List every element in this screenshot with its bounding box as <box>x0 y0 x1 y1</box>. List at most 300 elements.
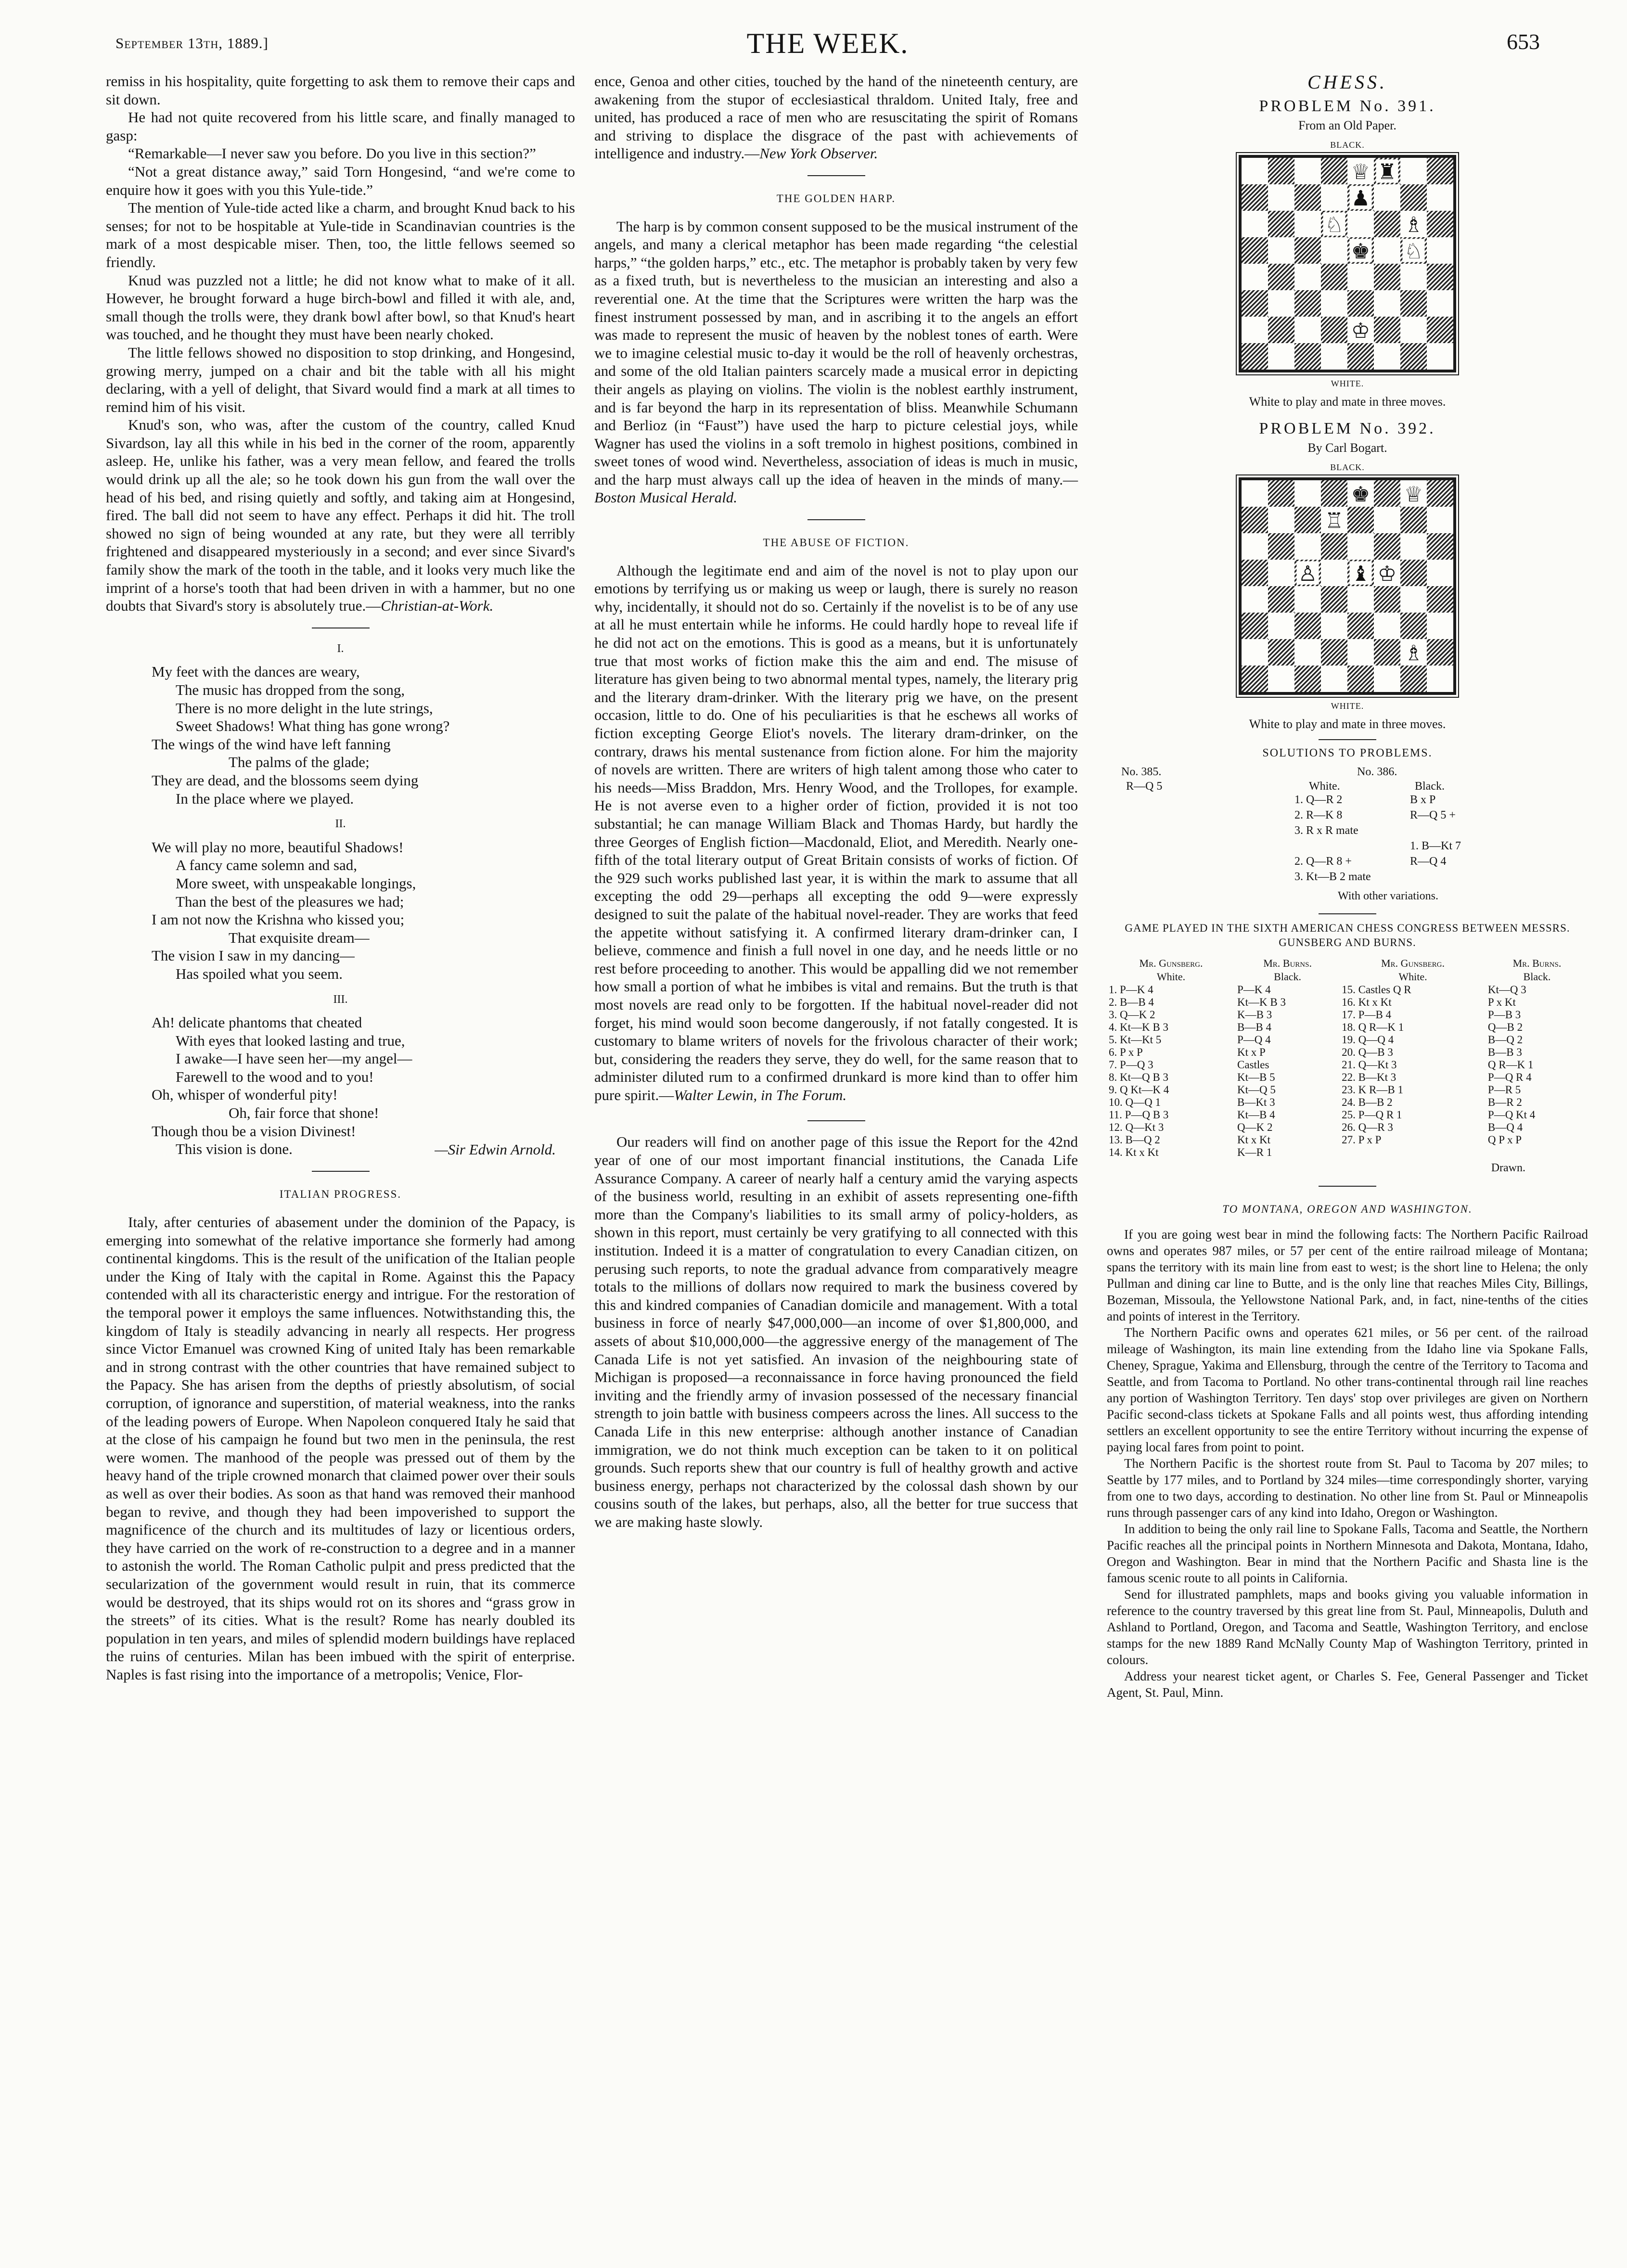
board-square <box>1400 613 1427 639</box>
paragraph: “Not a great distance away,” said Torn Hongesind, “and we're come to enquire how it goes with you this Yule-tide.” <box>106 163 575 198</box>
board-square <box>1347 586 1374 613</box>
board-square <box>1294 158 1321 184</box>
solution-black-move: 1. B—Kt 7 <box>1410 840 1461 852</box>
board-label-white: WHITE. <box>1331 379 1364 388</box>
game-move-cell: 12. Q—Kt 3 <box>1109 1121 1164 1133</box>
solution-black-move: R—Q 4 <box>1410 855 1447 868</box>
game-move-cell: 23. K R—B 1 <box>1342 1084 1403 1096</box>
problem-caption: White to play and mate in three moves. <box>1249 395 1446 409</box>
board-square <box>1268 237 1294 264</box>
board-square <box>1347 343 1374 370</box>
board-square <box>1400 507 1427 533</box>
board-square <box>1374 666 1400 692</box>
board-square <box>1347 264 1374 290</box>
board-square <box>1294 639 1321 666</box>
game-move-cell: 26. Q—R 3 <box>1342 1121 1393 1133</box>
board-square <box>1400 158 1427 184</box>
board-square <box>1268 480 1294 507</box>
attribution: New York Observer. <box>759 145 878 162</box>
poem-line: The music has dropped from the song, <box>176 681 405 698</box>
poem-line: More sweet, with unspeakable longings, <box>176 874 416 892</box>
board-square <box>1374 184 1400 211</box>
game-move-cell: B—Q 2 <box>1487 1034 1523 1046</box>
solution-note: With other variations. <box>1338 890 1438 902</box>
divider <box>807 1120 865 1121</box>
solution-white-move: 2. R—K 8 <box>1294 809 1343 821</box>
column-left <box>106 72 575 1683</box>
game-move-row <box>1107 1034 1588 1046</box>
board-square <box>1374 533 1400 560</box>
game-move-row <box>1107 1021 1588 1034</box>
poem-line: The palms of the glade; <box>229 754 370 771</box>
game-move-cell: Q P x P <box>1487 1134 1522 1146</box>
board-square <box>1427 317 1453 343</box>
game-result: Drawn. <box>1491 1162 1525 1174</box>
board-square <box>1321 343 1347 370</box>
board-square <box>1294 480 1321 507</box>
journal-title: THE WEEK. <box>746 27 909 59</box>
poem-line: I awake—I have seen her—my angel— <box>176 1050 412 1067</box>
game-move-row <box>1107 1059 1588 1071</box>
board-square <box>1374 639 1400 666</box>
game-move-cell: K—R 1 <box>1237 1146 1272 1158</box>
game-move-cell: 27. P x P <box>1342 1134 1382 1146</box>
board-square <box>1400 560 1427 586</box>
game-move-row <box>1107 1046 1588 1059</box>
white-bishop-icon <box>1404 641 1423 666</box>
board-square <box>1400 586 1427 613</box>
board-square <box>1242 639 1268 666</box>
board-square <box>1268 158 1294 184</box>
section-title: THE GOLDEN HARP. <box>776 192 896 205</box>
poem-line: That exquisite dream— <box>229 929 370 946</box>
paragraph: If you are going west bear in mind the following facts: The Northern Pacific Railroad owns and operates 987 miles, or 57 per cent of the entire railroad mileage of Montana; spans the territory with its main line from east to west; is the short line to Helena; the only Pullman and dining car line to Butte, and is the only line that reaches Miles City, Billings, Bozeman, Missoula, the Yellowstone National Park, and, in fact, nine-tenths of the cities and points of interest in the Territory. <box>1107 1227 1588 1323</box>
board-square <box>1321 237 1347 264</box>
board-square <box>1427 184 1453 211</box>
solution-heading: No. 386. <box>1357 766 1397 778</box>
paragraph <box>594 218 1078 507</box>
game-player-header: Mr. Gunsberg. <box>1139 957 1203 969</box>
game-move-cell: 7. P—Q 3 <box>1109 1059 1153 1071</box>
board-square <box>1374 343 1400 370</box>
board-square <box>1294 290 1321 317</box>
poem-line: Oh, whisper of wonderful pity! <box>152 1086 338 1103</box>
paragraph: He had not quite recovered from his little scare, and finally managed to gasp: <box>106 109 575 144</box>
black-pawn-icon <box>1351 186 1370 211</box>
board-square <box>1427 237 1453 264</box>
board-square <box>1374 237 1400 264</box>
poem-line: A fancy came solemn and sad, <box>176 857 358 874</box>
game-side-header: Black. <box>1274 971 1301 983</box>
poem-stanza <box>152 838 561 983</box>
board-square <box>1268 290 1294 317</box>
game-move-cell: 3. Q—K 2 <box>1109 1009 1155 1021</box>
paragraph: The mention of Yule-tide acted like a charm, and brought Knud back to his senses; for not to be hospitable at Yule-tide in Scandinavian countries is the mark of a most despicable miser. Then, too, the little fellows seemed so friendly. <box>106 199 575 270</box>
problem-source: By Carl Bogart. <box>1307 441 1387 455</box>
solution-col-black: Black. <box>1415 780 1445 793</box>
board-square <box>1294 533 1321 560</box>
board-square <box>1294 237 1321 264</box>
game-move-cell: B—Kt 3 <box>1237 1096 1275 1108</box>
board-square <box>1427 264 1453 290</box>
section-title: THE ABUSE OF FICTION. <box>763 537 910 549</box>
white-knight-icon <box>1404 239 1423 264</box>
column-right <box>1107 72 1588 1701</box>
black-bishop-icon <box>1351 562 1370 586</box>
poem-line: With eyes that looked lasting and true, <box>176 1032 405 1049</box>
board-square <box>1268 317 1294 343</box>
game-move-cell: P—R 5 <box>1487 1084 1521 1096</box>
board-square <box>1242 343 1268 370</box>
board-square <box>1321 666 1347 692</box>
poem-section-number: I. <box>337 642 344 655</box>
board-square <box>1374 480 1400 507</box>
game-move-cell: 19. Q—Q 4 <box>1342 1034 1394 1046</box>
board-square <box>1321 290 1347 317</box>
game-move-cell: 15. Castles Q R <box>1342 984 1411 996</box>
board-square <box>1242 666 1268 692</box>
divider <box>807 519 865 520</box>
board-square <box>1427 343 1453 370</box>
solutions-title: SOLUTIONS TO PROBLEMS. <box>1262 747 1433 759</box>
poem-stanza <box>152 1013 561 1158</box>
board-square <box>1427 586 1453 613</box>
game-move-cell: 1. P—K 4 <box>1109 984 1153 996</box>
problem-caption: White to play and mate in three moves. <box>1249 717 1446 731</box>
game-move-cell: 21. Q—Kt 3 <box>1342 1059 1397 1071</box>
board-square <box>1427 639 1453 666</box>
paragraph: Send for illustrated pamphlets, maps and books giving you valuable information in reference to the country traversed by this great line from St. Paul, Minneapolis, Duluth and Ashland to Portland, Oregon, and Tacoma and Seattle, Washington Territory, and enclose stamps for the new 1889 Rand McNally County Map of Washington Territory, printed in colours. <box>1107 1587 1588 1667</box>
paragraph: Knud was puzzled not a little; he did not know what to make of it all. However, he brought forward a huge birch-bowl and filled it with ale, and, small though the trolls were, they drank bowl after bowl, so that Knud's heart was touched, and he thought they must have been nearly choked. <box>106 271 575 343</box>
board-square <box>1427 560 1453 586</box>
board-square <box>1268 560 1294 586</box>
poem-line: Than the best of the pleasures we had; <box>176 893 404 910</box>
game-move-cell: 20. Q—B 3 <box>1342 1046 1393 1058</box>
board-square <box>1294 264 1321 290</box>
board-square <box>1268 184 1294 211</box>
board-square <box>1242 317 1268 343</box>
board-square <box>1268 343 1294 370</box>
solution-black-move: R—Q 5 + <box>1410 809 1456 821</box>
game-move-cell: Kt—Q 3 <box>1487 984 1526 996</box>
game-title: GAME PLAYED IN THE SIXTH AMERICAN CHESS CONGRESS BETWEEN MESSRS. GUNSBERG AND BURNS. <box>1125 922 1570 948</box>
game-move-cell: 17. P—B 4 <box>1342 1009 1392 1021</box>
poem-section-number: II. <box>335 818 346 831</box>
paragraph: “Remarkable—I never saw you before. Do you live in this section?” <box>128 145 536 162</box>
divider <box>312 1171 370 1172</box>
board-square <box>1400 343 1427 370</box>
board-square <box>1347 639 1374 666</box>
board-square <box>1427 507 1453 533</box>
game-move-cell: 16. Kt x Kt <box>1342 996 1392 1008</box>
poem-stanza <box>152 663 561 807</box>
game-move-row <box>1107 996 1588 1009</box>
divider <box>807 175 865 176</box>
poem-signature: —Sir Edwin Arnold. <box>435 1140 556 1158</box>
white-queen-icon <box>1404 482 1423 507</box>
board-square <box>1400 264 1427 290</box>
black-king-icon <box>1351 482 1370 507</box>
game-move-row <box>1107 1084 1588 1096</box>
game-move-cell: 13. B—Q 2 <box>1109 1134 1160 1146</box>
board-square <box>1321 264 1347 290</box>
paragraph <box>106 416 575 615</box>
board-square <box>1427 211 1453 237</box>
board-square <box>1400 290 1427 317</box>
paragraph-text: ence, Genoa and other cities, touched by the hand of the nineteenth century, are awakening from the stupor of ecclesiastical thraldom. United Italy, free and united, has produced a race of men who are resuscitating the spirit of Romans and striving to displace the disgrace of the past with achievements of intelligence and industry.— <box>594 73 1078 162</box>
poem-line: The vision I saw in my dancing— <box>152 947 355 964</box>
board-square <box>1242 507 1268 533</box>
poem-line: This vision is done. <box>176 1140 293 1158</box>
solutions-block <box>1107 765 1588 910</box>
game-move-cell: Kt—B 5 <box>1237 1071 1275 1083</box>
board-square <box>1347 533 1374 560</box>
game-move-cell: 14. Kt x Kt <box>1109 1146 1159 1158</box>
board-square <box>1400 317 1427 343</box>
poem-line: They are dead, and the blossoms seem dying <box>152 771 419 789</box>
board-square <box>1321 158 1347 184</box>
game-move-cell: 22. B—Kt 3 <box>1342 1071 1396 1083</box>
game-move-row <box>1107 1096 1588 1109</box>
poem-line: Has spoiled what you seem. <box>176 965 343 982</box>
board-square <box>1374 586 1400 613</box>
game-move-cell: 18. Q R—K 1 <box>1342 1021 1404 1033</box>
game-move-cell: 8. Kt—Q B 3 <box>1109 1071 1168 1083</box>
game-move-row <box>1107 1121 1588 1134</box>
board-square <box>1242 533 1268 560</box>
board-square <box>1321 317 1347 343</box>
poem-line: I am not now the Krishna who kissed you; <box>152 911 405 928</box>
solution-white-move: 3. R x R mate <box>1294 824 1358 837</box>
section-title: ITALIAN PROGRESS. <box>279 1188 402 1201</box>
game-move-cell: B—Q 4 <box>1487 1121 1523 1133</box>
black-king-icon <box>1351 239 1370 264</box>
game-move-cell: 11. P—Q B 3 <box>1109 1109 1169 1121</box>
game-move-cell: B—R 2 <box>1487 1096 1522 1108</box>
poem-line: My feet with the dances are weary, <box>152 663 360 680</box>
paragraph: The Northern Pacific owns and operates 621 miles, or 56 per cent. of the railroad mileage of Washington, its main line extending from the Idaho line via Spokane Falls, Cheney, Sprague, Yakima and Ellensburg, through the centre of the Territory to Tacoma and Seattle, and from Tacoma to Portland. No other trans-continental through rail line reaches any portion of Washington Territory. Ten days' stop over privileges are given on Northern Pacific second-class tickets at Spokane Falls and all points west, thus affording intending settlers an excellent opportunity to see the entire Territory without incurring the expense of paying local fares from point to point. <box>1107 1325 1588 1454</box>
paragraph: Italy, after centuries of abasement under the dominion of the Papacy, is emerging into somewhat of the relative importance she formerly had among continental kingdoms. This is the result of the unification of the Italian people under the King of Italy with the capital in Rome. Against this the Papacy contended with all its characteristic energy and intrigue. For the restoration of the temporal power it employs the same influences. Notwithstanding this, the kingdom of Italy is steadily advancing in nearly all respects. Her progress since Victor Emanuel was crowned King of united Italy has been remarkable and in strong contrast with the other countries that have remained subject to the Papacy. She has arisen from the depths of priestly absolutism, of social corruption, of ignorance and superstition, of material weakness, into the ranks of the leading powers of Europe. When Napoleon conquered Italy he said that at the close of his campaign he found but two men in the peninsula, the rest were women. The manhood of the people was pressed out of them by the heavy hand of the triple crowned monarch that claimed power over their souls as well as over their bodies. As soon as that hand was removed their manhood began to revive, and though they had been impoverished to support the magnificence of the church and its multitudes of lazy or licentious orders, they have carried on the work of re-construction to a degree and in a manner to astonish the world. The Roman Catholic pulpit and press predicted that the secularization of the government would result in ruin, that its commerce would be destroyed, that its ships would rot on its shores and “grass grow in the streets” of its cities. What is the result? Rome has nearly doubled its population in ten years, and miles of splendid modern buildings have replaced the ruins of centuries. Milan has been imbued with the spirit of enterprise. Naples is fast rising into the importance of a metropolis; Venice, Flor- <box>106 1214 575 1683</box>
poem-line: We will play no more, beautiful Shadows! <box>152 838 404 856</box>
problem-source: From an Old Paper. <box>1298 118 1396 132</box>
game-move-cell: 24. B—B 2 <box>1342 1096 1393 1108</box>
poem-line: Though thou be a vision Divinest! <box>152 1122 356 1140</box>
board-square <box>1268 507 1294 533</box>
board-square <box>1268 639 1294 666</box>
board-square <box>1374 211 1400 237</box>
board-square <box>1321 533 1347 560</box>
game-move-row <box>1107 1109 1588 1121</box>
game-move-cell: 4. Kt—K B 3 <box>1109 1021 1168 1033</box>
poem-line: There is no more delight in the lute strings, <box>176 699 433 717</box>
paragraph: Our readers will find on another page of this issue the Report for the 42nd year of one of our most important financial institutions, the Canada Life Assurance Company. A career of nearly half a century amid the varying aspects of the business world, resulting in an exhibit of assets representing one-fifth more than the Company's liabilities to its small army of policy-holders, as shown in this report, must certainly be very gratifying to all connected with this institution. Indeed it is a matter of congratulation to every Canadian citizen, on perusing such reports, to note the gradual advance from comparatively meagre totals to the millions of dollars now required to mark the business covered by this and kindred companies of Canadian domicile and management. With a total business in force of nearly $47,000,000—an income of over $1,800,000, and assets of about $10,000,000—the aggressive energy of the management of The Canada Life is not yet satisfied. An invasion of the neighbouring state of Michigan is proposed—a reconnaissance in force having pronounced the field inviting and the friendly army of invasion possessed of the necessary financial strength to join battle with business compeers across the lines. All success to the Canada Life in this new enterprise: although another instance of Canadian immigration, we do not think much exception can be taken to it on political grounds. Such reports shew that our country is full of healthy growth and active business energy, perhaps not characterized by the colossal dash shown by our cousins south of the lakes, but perhaps, also, all the better for true success that we are making haste slowly. <box>594 1133 1078 1530</box>
poem-line: In the place where we played. <box>176 790 354 807</box>
board-square <box>1321 480 1347 507</box>
attribution: Walter Lewin, in The Forum. <box>674 1086 847 1103</box>
solution-white-move: 1. Q—R 2 <box>1294 794 1343 806</box>
board-square <box>1427 480 1453 507</box>
board-square <box>1347 666 1374 692</box>
board-square <box>1294 613 1321 639</box>
board-square <box>1321 184 1347 211</box>
paragraph-text: Knud's son, who was, after the custom of the country, called Knud Sivardson, lay all this while in his bed in the corner of the room, apparently asleep. He, unlike his father, was a very mean fellow, and feared the trolls would drink up all the ale; so he took down his gun from the wall over the head of his bed, and rising quietly and softly, and taking aim at Hongesind, fired. The ball did not seem to have any effect. Perhaps it did hit. The troll showed no sign of being wounded at any rate, but they were all terribly frightened and disappeared mysteriously in a second; and ever since Sivard's family show the mark of the tooth in the table, and it looks very much like the imprint of a horse's tooth that had been driven in with a hammer, but no one doubts that Sivard's story is absolutely true.— <box>106 416 575 615</box>
solution-black-move: B x P <box>1410 794 1436 806</box>
board-square <box>1268 613 1294 639</box>
paragraph-text: The harp is by common consent supposed to be the musical instrument of the angels, and many a clerical metaphor has been made regarding “the celestial harps,” “the golden harps,” etc., etc. The metaphor is probably taken by very few as a fixed truth, but is nevertheless to the musician an interesting and also a reverential one. At the time that the Scriptures were written the harp was the finest instrument possessed by man, and in ascribing it to the angels an effort was made to represent the music of heaven by the noblest tones of earth. Were we to imagine celestial music to-day it would be the roll of heavenly orchestras, and some of the old Italian painters scarcely made a musical error in depicting their angels as playing on violins. The violin is the noblest earthly instrument, and is far beyond the harp in its representation of bliss. Meanwhile Schumann and Berlioz (in “Faust”) have used the harp to picture celestial joys, while Wagner has used the violins in a soft tremolo in highest positions, combined in sweet tones of wood wind. Nevertheless, association of ideas is much in music, and the harp must always call up the idea of heaven in the minds of many.— <box>594 218 1078 488</box>
game-side-header: Black. <box>1523 971 1551 983</box>
board-square <box>1427 290 1453 317</box>
board-square <box>1374 507 1400 533</box>
poem-line: Ah! delicate phantoms that cheated <box>152 1014 362 1031</box>
game-move-cell: 10. Q—Q 1 <box>1109 1096 1161 1108</box>
paragraph: The little fellows showed no disposition to stop drinking, and Hongesind, growing merry, jumped on a chair and bit the table with all his might declaring, with a yell of delight, that Sivard would find a mark at all times to remind him of his visit. <box>106 344 575 415</box>
game-move-cell: 2. B—B 4 <box>1109 996 1154 1008</box>
poem-line: Oh, fair force that shone! <box>229 1104 379 1122</box>
game-move-cell: 5. Kt—Kt 5 <box>1109 1034 1162 1046</box>
game-move-row <box>1107 1071 1588 1084</box>
game-move-cell: Kt x P <box>1237 1046 1266 1058</box>
board-square <box>1400 533 1427 560</box>
board-square <box>1294 317 1321 343</box>
board-square <box>1427 666 1453 692</box>
game-move-row <box>1107 1146 1588 1159</box>
board-square <box>1427 158 1453 184</box>
game-move-cell: P—Q Kt 4 <box>1487 1109 1536 1121</box>
paragraph: In addition to being the only rail line to Spokane Falls, Tacoma and Seattle, the Northern Pacific reaches all the principal points in Northern Minnesota and Dakota, Montana, Idaho, Oregon and Washington. Bear in mind that the Northern Pacific and Shasta line is the famous scenic route to all points in California. <box>1107 1522 1588 1585</box>
board-square <box>1427 533 1453 560</box>
game-player-header: Mr. Burns. <box>1512 957 1562 969</box>
white-pawn-icon <box>1298 562 1317 586</box>
page-header <box>115 23 1540 57</box>
game-move-cell: 6. P x P <box>1109 1046 1143 1058</box>
white-king-icon <box>1351 319 1370 343</box>
board-square <box>1347 507 1374 533</box>
board-square <box>1374 290 1400 317</box>
board-square <box>1427 613 1453 639</box>
white-bishop-icon <box>1404 213 1423 237</box>
board-square <box>1400 184 1427 211</box>
attribution: Christian-at-Work. <box>381 597 494 615</box>
game-move-cell: B—B 3 <box>1487 1046 1522 1058</box>
poem-line: Sweet Shadows! What thing has gone wrong? <box>176 718 450 735</box>
solution-heading: No. 385. <box>1121 766 1162 778</box>
poem-line: Farewell to the wood and to you! <box>176 1068 374 1085</box>
board-square <box>1294 343 1321 370</box>
solution-white-move: 2. Q—R 8 + <box>1294 855 1352 868</box>
board-square <box>1321 560 1347 586</box>
board-square <box>1242 211 1268 237</box>
board-square <box>1347 290 1374 317</box>
game-move-cell: Kt—K B 3 <box>1237 996 1286 1008</box>
board-square <box>1347 211 1374 237</box>
board-square <box>1321 613 1347 639</box>
divider <box>1319 1186 1376 1187</box>
board-square <box>1321 586 1347 613</box>
divider <box>1319 739 1376 740</box>
board-square <box>1294 666 1321 692</box>
paragraph: The Northern Pacific is the shortest route from St. Paul to Tacoma by 207 miles; to Seattle by 177 miles, and to Portland by 324 miles—time correspondingly shorter, varying from one to two days, according to destination. No other line from St. Paul or Minneapolis runs through passenger cars of any kind into Idaho, Oregon or Washington. <box>1107 1456 1588 1520</box>
game-move-cell: B—B 4 <box>1237 1021 1271 1033</box>
column-middle <box>594 72 1078 1531</box>
game-move-cell: 9. Q Kt—K 4 <box>1109 1084 1169 1096</box>
game-move-row <box>1107 984 1588 996</box>
game-move-cell <box>1486 1146 1588 1159</box>
game-side-header: White. <box>1156 971 1186 983</box>
board-square <box>1374 317 1400 343</box>
board-square <box>1268 211 1294 237</box>
solution-white-move: 3. Kt—B 2 mate <box>1294 871 1371 883</box>
game-move-row <box>1107 1134 1588 1146</box>
board-square <box>1242 480 1268 507</box>
game-move-cell: Kt—Q 5 <box>1237 1084 1276 1096</box>
board-square <box>1374 613 1400 639</box>
game-moves-table <box>1107 957 1588 1159</box>
game-move-cell: Q—K 2 <box>1237 1121 1273 1133</box>
board-square <box>1268 666 1294 692</box>
game-move-cell: P—B 3 <box>1487 1009 1521 1021</box>
solution-move: R—Q 5 <box>1126 780 1163 793</box>
game-move-cell: 25. P—Q R 1 <box>1342 1109 1402 1121</box>
chess-board <box>1239 155 1456 372</box>
board-label-white: WHITE. <box>1331 701 1364 711</box>
poem-section-number: III. <box>333 993 348 1006</box>
board-square <box>1242 264 1268 290</box>
game-move-cell: Castles <box>1237 1059 1269 1071</box>
board-square <box>1268 533 1294 560</box>
game-move-cell: Q R—K 1 <box>1487 1059 1534 1071</box>
divider <box>1319 913 1376 914</box>
game-move-cell: P x Kt <box>1487 996 1516 1008</box>
chess-heading: CHESS. <box>1307 71 1387 93</box>
issue-date: September 13th, 1889.] <box>115 35 269 51</box>
game-move-cell: Kt—B 4 <box>1237 1109 1275 1121</box>
board-square <box>1294 507 1321 533</box>
game-move-cell: Q—B 2 <box>1487 1021 1523 1033</box>
board-square <box>1347 613 1374 639</box>
paragraph <box>594 72 1078 163</box>
game-move-cell: P—Q R 4 <box>1487 1071 1532 1083</box>
problem-title: PROBLEM No. 392. <box>1259 420 1436 437</box>
board-square <box>1268 586 1294 613</box>
game-move-cell: Kt x Kt <box>1237 1134 1271 1146</box>
board-square <box>1242 586 1268 613</box>
attribution: Boston Musical Herald. <box>594 489 738 506</box>
white-queen-icon <box>1351 160 1370 184</box>
game-move-cell: P—Q 4 <box>1237 1034 1271 1046</box>
advert-title: TO MONTANA, OREGON AND WASHINGTON. <box>1222 1203 1473 1215</box>
board-square <box>1242 237 1268 264</box>
chess-board <box>1239 477 1456 695</box>
paragraph-text: Although the legitimate end and aim of the novel is not to play upon our emotions by terrifying us or making us weep or laugh, there is surely no reason why, incidentally, it should not do so. Certainly if the novelist is to be of any use at all he must entertain while he informs. He could hardly hope to reveal life if he did not act on the emotions. This is good as a means, but it is unfortunately true that most works of fiction make this the aim and end. The misuse of literature has given being to two abnormal mental types, namely, the literary prig and the literary dram-drinker. With the literary prig we have, on the present occasion, little to do. One of his peculiarities is that he eschews all works of fiction excepting George Eliot's novels. The literary dram-drinker, on the contrary, draws his mental sustenance from fiction alone. For him the majority of novels are written. There are writers of high talent among those who cater to his needs—Miss Braddon, Mrs. Henry Wood, and the Trollopes, for example. He is not averse even to a higher order of fiction, provided it is not too substantial; he can manage William Black and Thomas Hardy, but hardly the three Georges of English fiction—Macdonald, Eliot, and Meredith. Nearly one-fifth of the total literary output of Great Britain consists of works of fiction. Of the 929 such works published last year, it is within the mark to assume that all excepting the odd 29—perhaps all excepting the odd 9—were expressly designed to suit the palate of the habitual novel-reader. They are works that feed the appetite without satisfying it. A confirmed literary dram-drinker can, I believe, commence and finish a full novel in one day, and he needs little or no rest before proceeding to another. This would be appalling did we not remember how small a portion of what he imbibes is vital and remains. But the truth is that most novels are read only to be forgotten. If the habitual novel-reader did not forget, his mind would soon become dangerously, if not fatally congested. It is customary to blame writers of novels for the frivolous character of their work; but, considering the readers they serve, they do well, for the same reason that to administer diluted rum to a confirmed drunkard is more kind than to offer him pure spirit.— <box>594 562 1078 1103</box>
black-rook-icon <box>1378 160 1396 184</box>
game-side-header: White. <box>1398 971 1427 983</box>
white-king-icon <box>1378 562 1396 586</box>
page-number: 653 <box>1507 29 1540 54</box>
game-move-row <box>1107 1009 1588 1021</box>
board-square <box>1294 184 1321 211</box>
game-move-cell: P—K 4 <box>1237 984 1271 996</box>
board-square <box>1242 560 1268 586</box>
board-square <box>1321 639 1347 666</box>
board-square <box>1400 666 1427 692</box>
board-square <box>1242 290 1268 317</box>
problem-title: PROBLEM No. 391. <box>1259 97 1436 115</box>
board-square <box>1374 264 1400 290</box>
paragraph: Address your nearest ticket agent, or Charles S. Fee, General Passenger and Ticket Agent, St. Paul, Minn. <box>1107 1669 1588 1700</box>
solution-col-white: White. <box>1309 780 1340 793</box>
game-move-cell <box>1340 1146 1486 1159</box>
board-label-black: BLACK. <box>1330 140 1365 150</box>
